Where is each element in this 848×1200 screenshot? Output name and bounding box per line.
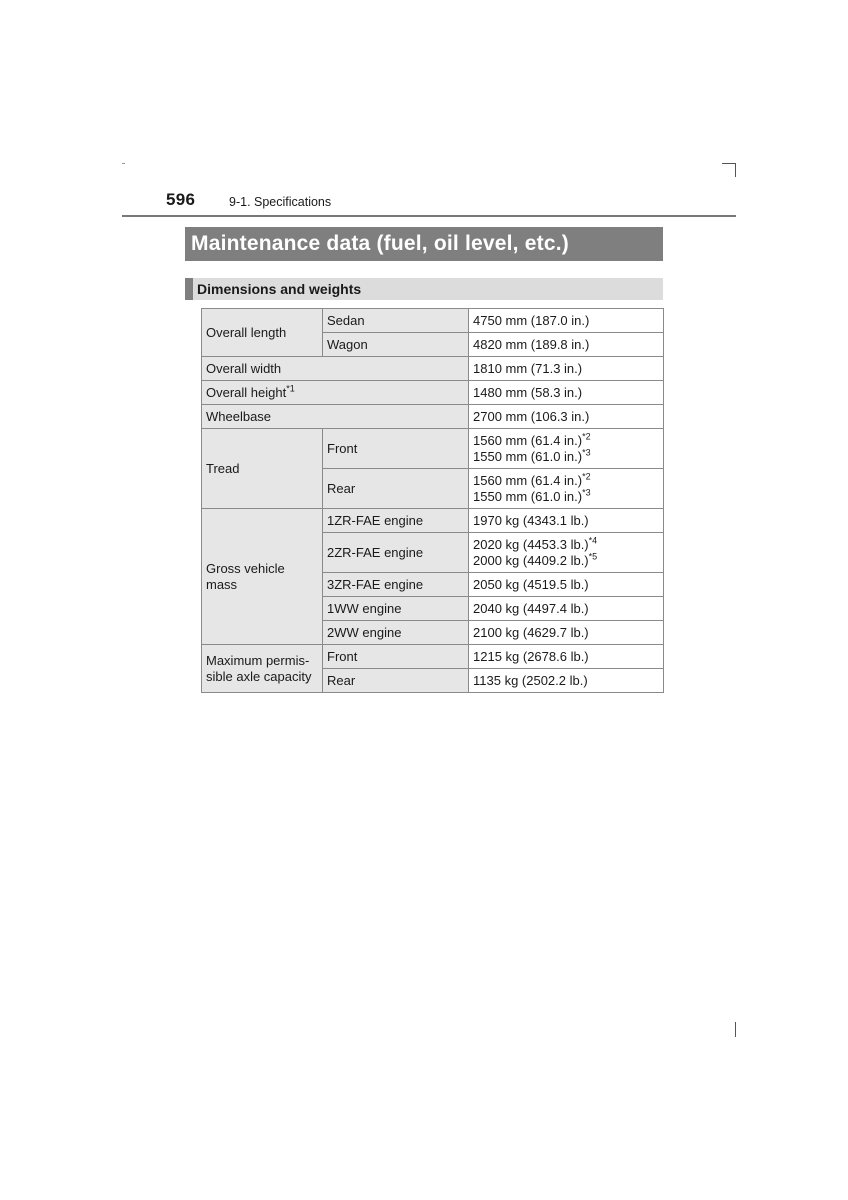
table-row bbox=[202, 357, 664, 381]
value-text: 1550 mm (61.0 in.) bbox=[473, 488, 583, 504]
value-line bbox=[473, 537, 659, 553]
crop-mark-top-right bbox=[722, 163, 736, 164]
tread-label: Tread bbox=[202, 429, 323, 509]
value-text: 1550 mm (61.0 in.) bbox=[473, 448, 583, 464]
overall-length-label: Overall length bbox=[202, 309, 323, 357]
engine-3zr-value: 2050 kg (4519.5 lb.) bbox=[469, 573, 664, 597]
footnote-ref: *3 bbox=[582, 487, 591, 498]
table-row bbox=[202, 381, 664, 405]
value-line bbox=[473, 449, 659, 465]
axle-rear-label: Rear bbox=[323, 669, 469, 693]
overall-height-value: 1480 mm (58.3 in.) bbox=[469, 381, 664, 405]
sedan-length-value: 4750 mm (187.0 in.) bbox=[469, 309, 664, 333]
tread-rear-label: Rear bbox=[323, 469, 469, 509]
value-text: 1560 mm (61.4 in.) bbox=[473, 432, 583, 448]
label-line: mass bbox=[206, 576, 238, 592]
label-line: sible axle capacity bbox=[206, 668, 312, 684]
footnote-ref: *2 bbox=[582, 471, 591, 482]
crop-mark-top-right-vertical bbox=[735, 163, 736, 177]
engine-2zr-label: 2ZR-FAE engine bbox=[323, 533, 469, 573]
engine-3zr-label: 3ZR-FAE engine bbox=[323, 573, 469, 597]
engine-1zr-label: 1ZR-FAE engine bbox=[323, 509, 469, 533]
axle-front-value: 1215 kg (2678.6 lb.) bbox=[469, 645, 664, 669]
page-number: 596 bbox=[166, 190, 196, 209]
footnote-ref: *4 bbox=[588, 535, 598, 546]
header-rule bbox=[122, 215, 736, 217]
engine-1ww-label: 1WW engine bbox=[323, 597, 469, 621]
overall-height-cell bbox=[202, 381, 469, 405]
value-line bbox=[473, 433, 659, 449]
table-row bbox=[202, 309, 664, 333]
gross-vehicle-mass-label bbox=[202, 509, 323, 645]
wagon-label: Wagon bbox=[323, 333, 469, 357]
section-heading: Dimensions and weights bbox=[185, 278, 663, 300]
running-head: 9-1. Specifications bbox=[229, 195, 332, 209]
overall-width-value: 1810 mm (71.3 in.) bbox=[469, 357, 664, 381]
engine-2ww-label: 2WW engine bbox=[323, 621, 469, 645]
overall-width-label: Overall width bbox=[202, 357, 469, 381]
tread-front-value bbox=[469, 429, 664, 469]
footnote-ref: *1 bbox=[286, 383, 295, 394]
crop-mark-bottom-right bbox=[735, 1022, 736, 1037]
footnote-ref: *3 bbox=[582, 447, 591, 458]
value-line bbox=[473, 553, 659, 569]
table-row bbox=[202, 509, 664, 533]
value-text: 2000 kg (4409.2 lb.) bbox=[473, 552, 589, 568]
tread-front-label: Front bbox=[323, 429, 469, 469]
table-row bbox=[202, 405, 664, 429]
dimensions-table bbox=[201, 308, 664, 693]
table-row bbox=[202, 645, 664, 669]
crop-mark-top-left bbox=[122, 163, 125, 164]
axle-capacity-label bbox=[202, 645, 323, 693]
wagon-length-value: 4820 mm (189.8 in.) bbox=[469, 333, 664, 357]
axle-rear-value: 1135 kg (2502.2 lb.) bbox=[469, 669, 664, 693]
value-line bbox=[473, 473, 659, 489]
label-line: Maximum permis- bbox=[206, 652, 310, 668]
value-text: 1560 mm (61.4 in.) bbox=[473, 472, 583, 488]
engine-2ww-value: 2100 kg (4629.7 lb.) bbox=[469, 621, 664, 645]
label-line: Gross vehicle bbox=[206, 560, 285, 576]
value-line bbox=[473, 489, 659, 505]
tread-rear-value bbox=[469, 469, 664, 509]
table-row bbox=[202, 429, 664, 469]
footnote-ref: *2 bbox=[582, 431, 591, 442]
engine-1ww-value: 2040 kg (4497.4 lb.) bbox=[469, 597, 664, 621]
wheelbase-value: 2700 mm (106.3 in.) bbox=[469, 405, 664, 429]
sedan-label: Sedan bbox=[323, 309, 469, 333]
footnote-ref: *5 bbox=[588, 551, 598, 562]
engine-1zr-value: 1970 kg (4343.1 lb.) bbox=[469, 509, 664, 533]
value-text: 2020 kg (4453.3 lb.) bbox=[473, 536, 589, 552]
wheelbase-label: Wheelbase bbox=[202, 405, 469, 429]
overall-height-label: Overall height bbox=[206, 384, 287, 400]
axle-front-label: Front bbox=[323, 645, 469, 669]
page-title: Maintenance data (fuel, oil level, etc.) bbox=[185, 227, 663, 261]
engine-2zr-value bbox=[469, 533, 664, 573]
